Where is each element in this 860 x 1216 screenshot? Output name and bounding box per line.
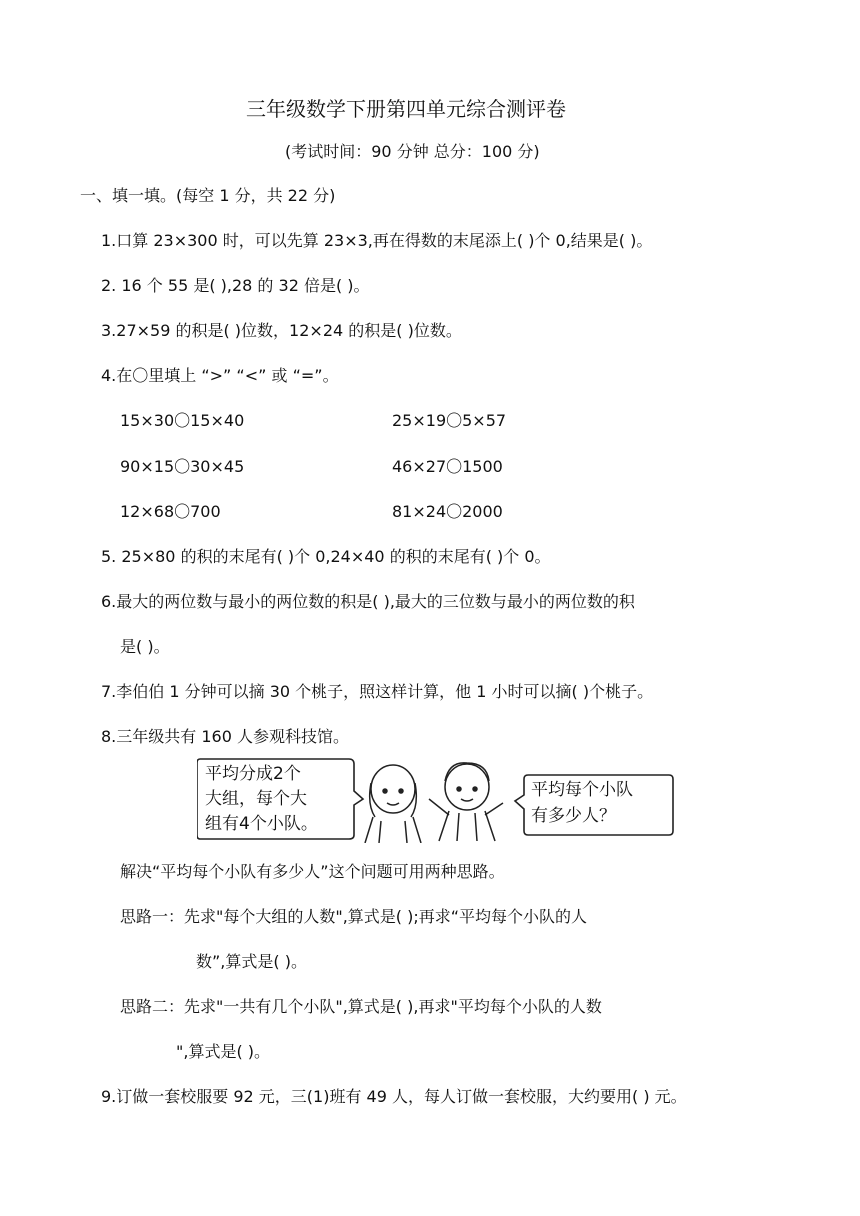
question-3: 3.27×59 的积是( )位数，12×24 的积是( )位数。 xyxy=(101,321,462,340)
section-heading: 一、填一填。(每空 1 分，共 22 分) xyxy=(80,186,336,205)
q8-intro: 解决“平均每个小队有多少人”这个问题可用两种思路。 xyxy=(120,862,505,881)
left-bubble-line: 组有4个小队。 xyxy=(205,814,318,834)
girl-icon xyxy=(365,765,421,843)
question-5: 5. 25×80 的积的末尾有( )个 0,24×40 的积的末尾有( )个 0。 xyxy=(101,547,551,566)
page-subtitle: (考试时间：90 分钟 总分：100 分) xyxy=(285,142,540,161)
q8-path2-line-2: ",算式是( )。 xyxy=(176,1042,271,1061)
question-2: 2. 16 个 55 是( ),28 的 32 倍是( )。 xyxy=(101,276,370,295)
q8-path1-line-1: 思路一：先求"每个大组的人数",算式是( );再求“平均每个小队的人 xyxy=(120,907,588,926)
q4-item: 46×27〇1500 xyxy=(392,457,503,476)
q4-item: 25×19〇5×57 xyxy=(392,411,507,430)
q8-illustration xyxy=(197,755,675,843)
question-4: 4.在〇里填上 “>” “<” 或 “=”。 xyxy=(101,366,339,385)
q4-item: 15×30〇15×40 xyxy=(120,411,245,430)
page-title: 三年级数学下册第四单元综合测评卷 xyxy=(246,97,566,121)
left-bubble-line: 大组，每个大 xyxy=(205,789,307,809)
question-6-line-1: 6.最大的两位数与最小的两位数的积是( ),最大的三位数与最小的两位数的积 xyxy=(101,592,635,611)
right-bubble-line: 有多少人？ xyxy=(531,806,616,826)
question-8: 8.三年级共有 160 人参观科技馆。 xyxy=(101,727,349,746)
q8-path2-line-1: 思路二：先求"一共有几个小队",算式是( ),再求"平均每个小队的人数 xyxy=(120,997,602,1016)
boy-icon xyxy=(429,763,503,841)
question-1: 1.口算 23×300 时，可以先算 23×3,再在得数的末尾添上( )个 0,结果是( )。 xyxy=(101,231,653,250)
question-6-line-2: 是( )。 xyxy=(120,637,170,656)
q4-item: 81×24〇2000 xyxy=(392,502,503,521)
q4-item: 12×68〇700 xyxy=(120,502,221,521)
q8-path1-line-2: 数”,算式是( )。 xyxy=(196,952,307,971)
question-9: 9.订做一套校服要 92 元，三(1)班有 49 人，每人订做一套校服，大约要用( ) 元。 xyxy=(101,1087,687,1106)
left-bubble-line: 平均分成2个 xyxy=(205,764,301,784)
question-7: 7.李伯伯 1 分钟可以摘 30 个桃子，照这样计算，他 1 小时可以摘( )个桃子。 xyxy=(101,682,654,701)
q4-item: 90×15〇30×45 xyxy=(120,457,245,476)
right-bubble-line: 平均每个小队 xyxy=(531,780,633,800)
